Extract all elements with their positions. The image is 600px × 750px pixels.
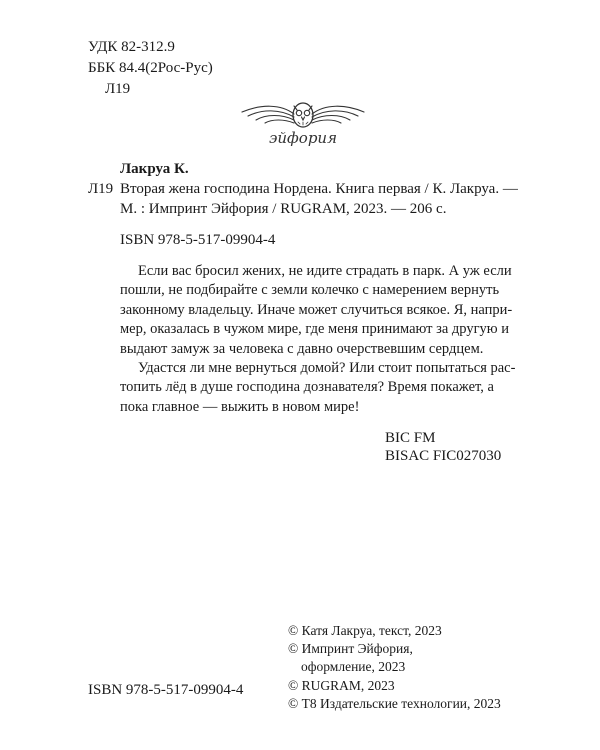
- author-sign-top: Л19: [105, 81, 131, 97]
- author-name: Лакруа К.: [120, 161, 189, 177]
- annotation-line: пошли, не подбирайте с земли колечко с намерением вернуть: [120, 282, 500, 299]
- bibliographic-line-1: Вторая жена господина Нордена. Книга первая / К. Лакруа. —: [120, 181, 518, 197]
- bbk-code: ББК 84.4(2Рос-Рус): [88, 60, 213, 76]
- isbn-top: ISBN 978-5-517-09904-4: [120, 232, 276, 248]
- copyright-t8: © Т8 Издательские технологии, 2023: [288, 695, 501, 711]
- udk-code: УДК 82-312.9: [88, 39, 175, 55]
- annotation-line: законному владельцу. Иначе может случиться всякое. Я, напри-: [120, 301, 513, 318]
- bic-code: BIC FM: [385, 430, 436, 446]
- annotation-paragraph-1: [120, 262, 513, 359]
- copyright-imprint: © Импринт Эйфория,: [288, 641, 413, 657]
- annotation-line: Удастся ли мне вернуться домой? Или стоит попытаться рас-: [138, 360, 516, 376]
- isbn-bottom: ISBN 978-5-517-09904-4: [88, 682, 244, 698]
- copyright-text: © Катя Лакруа, текст, 2023: [288, 623, 442, 638]
- annotation-line: пока главное — выжить в новом мире!: [120, 398, 360, 415]
- annotation-line: топить лёд в душе господина дознавателя? Время покажет, а: [120, 379, 494, 396]
- copyright-rugram: © RUGRAM, 2023: [288, 677, 395, 693]
- copyright-imprint-cont: оформление, 2023: [301, 659, 406, 675]
- owl-wings-icon: [236, 96, 370, 150]
- annotation-paragraph-2: [120, 359, 516, 417]
- annotation-line: Если вас бросил жених, не идите страдать в парк. А уж если: [138, 263, 512, 279]
- author-sign: Л19: [88, 181, 114, 197]
- annotation-line: выдают замуж за человека с давно очерствевшим сердцем.: [120, 340, 484, 357]
- bisac-code: BISAC FIC027030: [385, 448, 502, 464]
- annotation-line: мер, оказалась в чужом мире, где меня принимают за другую и: [120, 321, 510, 338]
- copyright-block: [288, 622, 501, 713]
- logo-text: эйфория: [268, 129, 338, 147]
- bibliographic-line-2: М. : Импринт Эйфория / RUGRAM, 2023. — 206 с.: [120, 201, 447, 217]
